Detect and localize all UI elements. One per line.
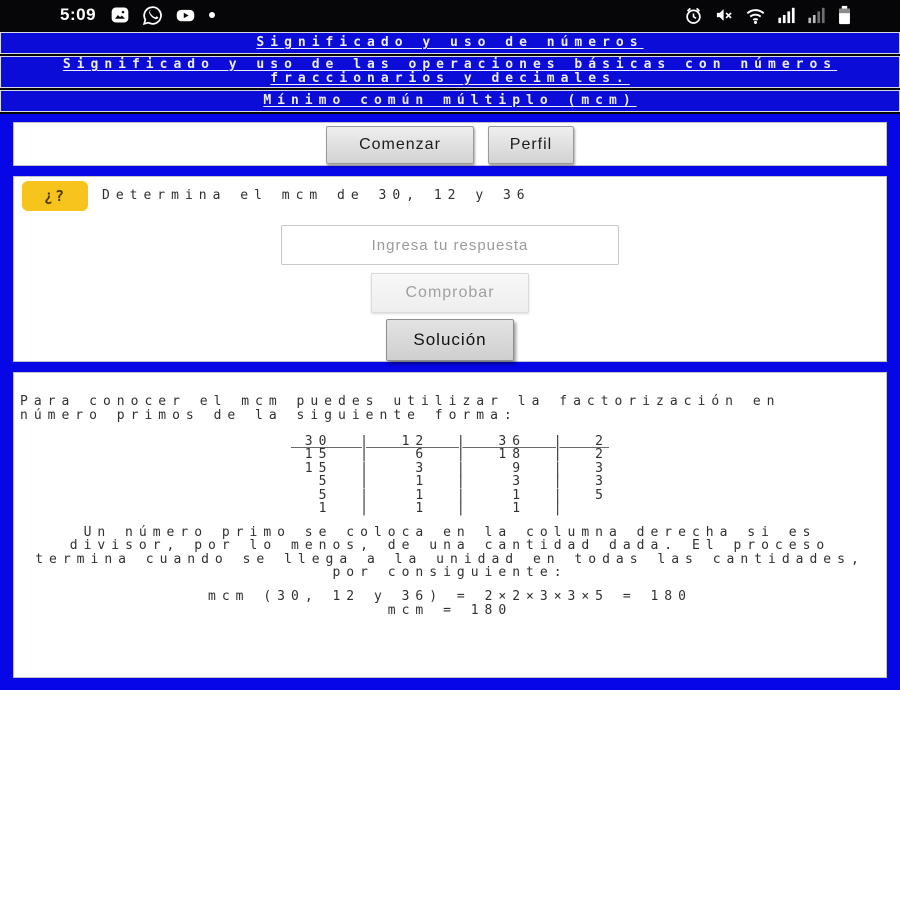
signal-dim-icon bbox=[807, 6, 826, 24]
nav-bar-label: Mínimo común múltiplo (mcm) bbox=[263, 93, 637, 108]
note-line: divisor, por lo menos, de una cantidad dada. El proceso bbox=[69, 538, 831, 554]
result-equation: mcm (30, 12 y 36) = 2×2×3×3×5 = 180 bbox=[208, 588, 692, 604]
alarm-icon bbox=[684, 6, 703, 25]
explanation-note bbox=[14, 526, 886, 580]
result-value: mcm = 180 bbox=[387, 602, 513, 618]
table-header-row: 30 | 12 | 36 | 2 bbox=[290, 434, 609, 449]
explanation-intro bbox=[14, 395, 886, 423]
nav-bar-operaciones-basicas[interactable] bbox=[0, 56, 900, 88]
table-row: 15 | 6 | 18 | 2 bbox=[290, 447, 609, 463]
mute-icon bbox=[714, 5, 734, 25]
comprobar-button[interactable]: Comprobar bbox=[371, 273, 529, 313]
table-row: 5 | 1 | 3 | 3 bbox=[290, 474, 609, 490]
signal-icon bbox=[777, 6, 796, 24]
top-buttons-section bbox=[13, 122, 887, 166]
clock: 5:09 bbox=[60, 5, 97, 24]
table-row: 1 | 1 | 1 | bbox=[290, 501, 568, 517]
table-row: 15 | 3 | 9 | 3 bbox=[290, 460, 609, 476]
notification-dot bbox=[208, 11, 216, 19]
youtube-icon bbox=[175, 5, 196, 26]
explanation-section bbox=[13, 372, 887, 678]
battery-icon bbox=[837, 5, 852, 25]
table-row: 5 | 1 | 1 | 5 bbox=[290, 487, 609, 503]
nav-bar-minimo-comun-multiplo[interactable] bbox=[0, 90, 900, 112]
intro-line: número primos de la siguiente forma: bbox=[20, 408, 518, 423]
solucion-button[interactable]: Solución bbox=[386, 319, 514, 361]
intro-line: Para conocer el mcm puedes utilizar la factorización en bbox=[20, 394, 781, 409]
header-bars bbox=[0, 30, 900, 114]
wifi-icon bbox=[745, 6, 766, 25]
whatsapp-icon bbox=[142, 5, 163, 26]
question-row bbox=[14, 177, 886, 211]
note-line: por consiguiente: bbox=[332, 565, 568, 581]
perfil-button[interactable]: Perfil bbox=[488, 126, 574, 164]
result-block bbox=[14, 590, 886, 618]
main-card bbox=[0, 114, 900, 690]
answer-input[interactable] bbox=[281, 225, 619, 265]
note-line: Un número primo se coloca en la columna derecha si es bbox=[83, 525, 817, 541]
nav-bar-label: Significado y uso de las operaciones básicas con números fraccionarios y decimales. bbox=[62, 57, 838, 86]
factorization-table bbox=[14, 435, 886, 516]
gallery-icon bbox=[110, 5, 130, 25]
question-text: Determina el mcm de 30, 12 y 36 bbox=[102, 188, 531, 203]
question-section bbox=[13, 176, 887, 362]
note-line: termina cuando se llega a la unidad en todas las cantidades, bbox=[35, 551, 865, 567]
nav-bar-label: Significado y uso de números bbox=[256, 35, 644, 50]
nav-bar-significado-numeros[interactable] bbox=[0, 32, 900, 54]
question-badge: ¿? bbox=[22, 181, 88, 211]
status-bar bbox=[0, 0, 900, 30]
comenzar-button[interactable]: Comenzar bbox=[326, 126, 474, 164]
